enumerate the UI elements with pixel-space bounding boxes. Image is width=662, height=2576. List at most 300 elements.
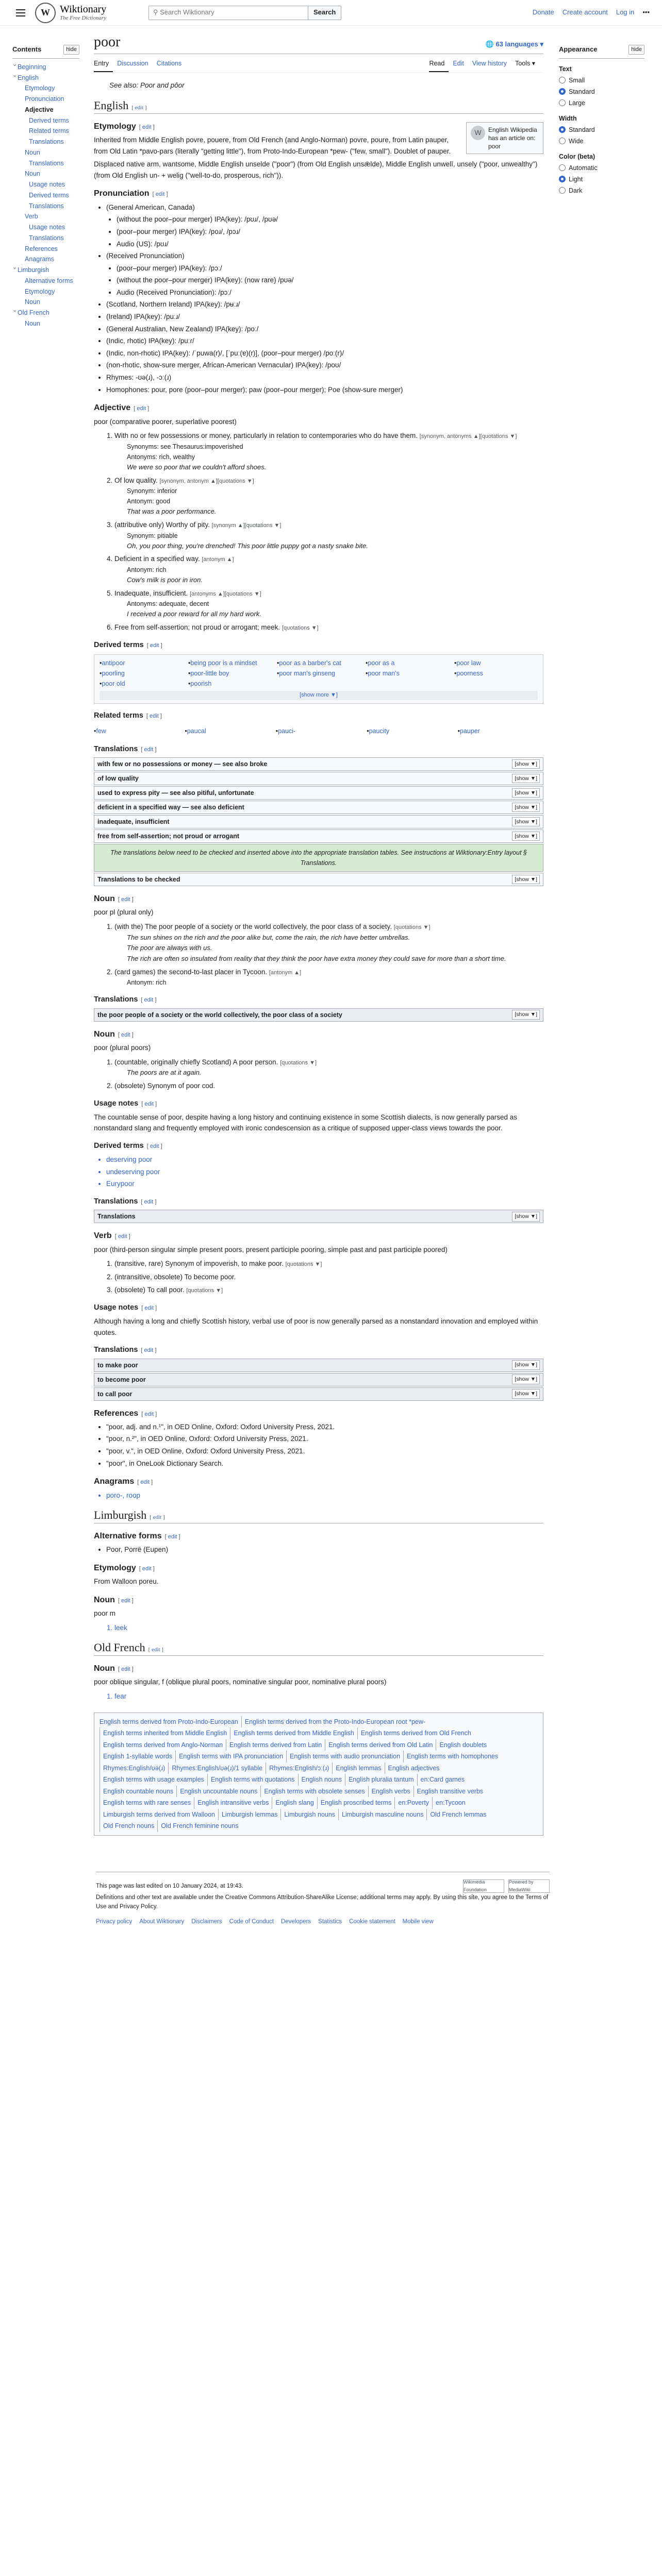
sense-tags[interactable]: [synonym, antonym ▲][quotations ▼] <box>159 478 254 484</box>
category-link[interactable]: English terms derived from Proto-Indo-European <box>100 1718 238 1725</box>
noun-2-translations-heading: Translations [ edit ] <box>94 1197 157 1206</box>
verb-usage-text: Although having a long and chiefly Scottish history, verbal use of poor is now generally parsed as a nonstandard innovation and employed within quotes. <box>94 1317 538 1336</box>
etymology-heading: Etymology [ edit ] <box>94 122 155 131</box>
related-term[interactable]: • pauci- <box>276 726 361 736</box>
verb-heading: Verb [ edit ] <box>94 1231 130 1241</box>
tab-discussion[interactable]: Discussion <box>117 60 148 67</box>
usage-example: The poor are always with us. <box>127 944 212 952</box>
see-also-note: See also: Poor and pôor <box>109 81 185 90</box>
sense-item <box>114 430 543 472</box>
entry-body <box>94 73 543 1861</box>
category-link[interactable]: English nouns <box>298 1774 345 1786</box>
sense-definition: Free from self-assertion; not proud or arrogant; meek. <box>114 623 280 632</box>
text-size-option[interactable] <box>559 87 644 97</box>
radio-button[interactable] <box>559 164 566 171</box>
category-link[interactable]: English terms with audio pronunciation <box>286 1751 403 1762</box>
pronunciation-item: • (without the poor–pour merger) IPA(key): /pʊɹ/, /pʊə/ <box>117 214 543 225</box>
tab-edit[interactable]: Edit <box>453 60 464 67</box>
text-size-option-label: Large <box>569 99 585 107</box>
translation-box[interactable]: the poor people of a society or the world collectively, the poor class of a society [show ▼] <box>94 1008 543 1022</box>
tab-entry[interactable]: Entry <box>94 56 113 72</box>
toc-item[interactable]: Noun <box>25 170 40 178</box>
tab-citations[interactable]: Citations <box>156 60 182 67</box>
pronunciation-item: • (Indic, non-rhotic) IPA(key): /ˈpuwa(r)/, [ˈpuː(ɐ)(r)], (poor–pour merger) /poː(r)/ <box>106 348 543 359</box>
translation-box[interactable] <box>94 801 543 814</box>
usage-notes-heading: Usage notes [ edit ] <box>94 1099 157 1108</box>
show-translations-button[interactable]: [show ▼] <box>512 1360 540 1370</box>
related-term[interactable]: • paucal <box>185 726 270 736</box>
sense-definition: (obsolete) Synonym of poor cod. <box>114 1082 216 1090</box>
sense-tags[interactable]: [quotations ▼] <box>285 1261 322 1268</box>
category-link[interactable]: English transitive verbs <box>413 1786 487 1798</box>
alt-forms-heading: Alternative forms [ edit ] <box>94 1531 180 1540</box>
sense-item <box>114 1258 543 1269</box>
toc-item[interactable]: ⌄ Old French <box>12 308 79 318</box>
search-icon: ⚲ <box>153 8 160 16</box>
noun-senses <box>114 921 543 988</box>
category-link[interactable]: Old French lemmas <box>426 1809 489 1821</box>
footer-link[interactable]: Code of Conduct <box>229 1918 274 1925</box>
etymology-text-1: Inherited from Middle English povre, pouere, from Old French (and Anglo-Norman) povre, poure, from Latin pauper, from Old Latin *pavo-pars (literally "getting little"), from Proto-Indo-European *pew- ("few, small"). Doublet of pauper. <box>94 135 451 155</box>
text-size-option-label: Small <box>569 76 585 84</box>
derived-terms-list <box>94 654 543 704</box>
translation-box[interactable] <box>94 786 543 800</box>
toc-item[interactable]: ⌄ Limburgish <box>12 265 79 276</box>
sense-tags[interactable]: [antonym ▲] <box>269 969 302 976</box>
sense-item <box>114 1272 543 1283</box>
category-link[interactable]: English uncountable nouns <box>176 1786 260 1798</box>
main-menu-icon[interactable] <box>12 5 29 21</box>
noun-2-headword: poor (plural poors) <box>94 1044 151 1052</box>
synonym-line: Synonym: pitiable <box>127 532 178 539</box>
toc-item[interactable]: Related terms <box>29 127 69 135</box>
category-link[interactable]: English terms derived from Anglo-Norman <box>100 1739 226 1751</box>
alt-forms-item: • Poor, Porrë (Eupen) <box>106 1544 543 1555</box>
category-link[interactable]: en:Tycoon <box>432 1797 469 1809</box>
limburgish-noun-heading: Noun [ edit ] <box>94 1595 134 1604</box>
sense-tags[interactable]: [quotations ▼] <box>186 1287 223 1294</box>
synonym-line: Antonyms: rich, wealthy <box>127 453 195 461</box>
site-logo[interactable] <box>35 3 138 23</box>
category-link[interactable]: Rhymes:English/ɔː(ɹ) <box>266 1762 332 1774</box>
verb-translations <box>94 1359 543 1401</box>
toc-item[interactable]: ⌄ English <box>12 73 79 83</box>
text-size-label: Text <box>559 65 572 73</box>
derived-term[interactable]: • Eurypoor <box>106 1178 543 1190</box>
color-option-label: Dark <box>569 187 583 194</box>
sense-item <box>114 921 543 964</box>
text-size-option[interactable] <box>559 98 644 108</box>
mediawiki-logo[interactable]: Powered by MediaWiki <box>508 1879 550 1893</box>
derived-term[interactable]: • poor law <box>454 658 538 668</box>
translation-box[interactable] <box>94 829 543 843</box>
derived-term[interactable]: • poorling <box>100 668 183 679</box>
category-link[interactable]: English terms with rare senses <box>100 1797 194 1809</box>
search-form <box>148 6 341 20</box>
adjective-headword: poor (comparative poorer, superlative poorest) <box>94 417 237 426</box>
category-link[interactable]: English terms derived from the Proto-Indo-European root *pew- <box>241 1716 428 1728</box>
footer-link[interactable]: Mobile view <box>402 1918 434 1925</box>
synonym-line: Antonyms: adequate, decent <box>127 600 209 608</box>
category-link[interactable]: Limburgish masculine nouns <box>338 1809 426 1821</box>
sense-definition: Of low quality. <box>114 476 158 484</box>
noun-2-senses <box>114 1057 543 1092</box>
site-title: Wiktionary <box>60 4 107 15</box>
text-size-options <box>559 75 644 108</box>
category-link[interactable]: English adjectives <box>385 1762 443 1774</box>
translation-gloss: to call poor <box>97 1390 133 1398</box>
etymology-text-2: Displaced native arm, wantsome, Middle English unselde ("poor") (from Old English unsǣlde), Middle English unwelī, unsely ("poor, unwealthy") (from Old English un- + welig ("well-to-do, prosperous, rich")). <box>94 160 538 179</box>
last-edited: This page was last edited on 10 January 2024, at 19:43. <box>96 1883 243 1889</box>
category-link[interactable]: Old French nouns <box>100 1820 157 1832</box>
show-translations-button[interactable]: [show ▼] <box>512 1375 540 1384</box>
wikimedia-logo[interactable]: Wikimedia Foundation <box>463 1879 504 1893</box>
more-options-icon[interactable]: ••• <box>642 8 650 16</box>
synonym-line: Antonym: rich <box>127 566 167 573</box>
translation-box[interactable] <box>94 1387 543 1401</box>
category-link[interactable]: English slang <box>272 1797 317 1809</box>
noun-2-derived-heading: Derived terms [ edit ] <box>94 1142 162 1150</box>
show-translations-button[interactable]: [show ▼] <box>512 817 540 827</box>
sense-definition: (card games) the second-to-last placer in Tycoon. <box>114 968 268 976</box>
translation-box[interactable] <box>94 772 543 785</box>
reference-item: • "poor", in OneLook Dictionary Search. <box>106 1458 543 1469</box>
tab-tools[interactable]: Tools ▾ <box>515 60 535 67</box>
category-link[interactable]: English terms derived from Middle English <box>230 1727 357 1739</box>
limburgish-etymology-text: From Walloon poreu. <box>94 1578 159 1586</box>
translate-icon: 🌐 <box>485 40 496 48</box>
category-link[interactable]: Rhymes:English/ʊə(ɹ)/1 syllable <box>168 1762 266 1774</box>
reference-item: • "poor, adj. and n.¹", in OED Online, Oxford: Oxford University Press, 2021. <box>106 1421 543 1433</box>
derived-term[interactable]: • undeserving poor <box>106 1166 543 1178</box>
derived-term[interactable]: • deserving poor <box>106 1154 543 1165</box>
pronunciation-item: • (Received Pronunciation) <box>106 250 543 262</box>
category-link[interactable]: Old French feminine nouns <box>157 1820 241 1832</box>
color-option-label: Light <box>569 175 583 183</box>
derived-term[interactable]: • poorness <box>454 668 538 679</box>
toc-item[interactable]: Verb <box>25 213 38 221</box>
usage-example: We were so poor that we couldn't afford shoes. <box>127 463 267 471</box>
pronunciation-heading: Pronunciation [ edit ] <box>94 189 168 198</box>
sense-item <box>114 1284 543 1296</box>
show-translations-button[interactable]: [show ▼] <box>512 774 540 784</box>
derived-term[interactable]: • antipoor <box>100 658 183 668</box>
old-french-sense[interactable]: 1. fear <box>114 1691 543 1702</box>
old-french-noun-headword: poor oblique singular, f (oblique plural poors, nominative singular poor, nominative plural poors) <box>94 1678 387 1686</box>
toc-item[interactable]: Translations <box>29 234 64 242</box>
translation-gloss: free from self-assertion; not proud or arrogant <box>97 832 240 840</box>
radio-button[interactable] <box>559 126 566 133</box>
show-more-button[interactable]: [show more ▼] <box>100 691 538 700</box>
verb-senses <box>114 1258 543 1296</box>
category-link[interactable]: en:Poverty <box>394 1797 432 1809</box>
pronunciation-item: • Homophones: pour, pore (poor–pour merger); paw (poor–pour merger); Poe (show-sure merger) <box>106 384 543 396</box>
search-input[interactable] <box>148 6 308 20</box>
related-term[interactable]: • paucity <box>367 726 452 736</box>
sense-tags[interactable]: [synonym, antonyms ▲][quotations ▼] <box>419 433 517 440</box>
toc-item[interactable]: Derived terms <box>29 116 69 124</box>
sense-tags[interactable]: [quotations ▼] <box>280 1059 317 1066</box>
translation-gloss: of low quality <box>97 774 139 782</box>
translations-to-be-checked[interactable]: Translations to be checked [show ▼] <box>94 873 543 886</box>
footer-links <box>96 1917 550 1926</box>
reference-item: • "poor, n.²", in OED Online, Oxford: Oxford University Press, 2021. <box>106 1433 543 1445</box>
donate-link[interactable]: Donate <box>532 8 554 16</box>
synonym-line: Synonyms: see Thesaurus:impoverished <box>127 443 243 450</box>
adjective-senses <box>114 430 543 633</box>
sense-item <box>114 588 543 620</box>
color-option[interactable] <box>559 163 644 173</box>
pronunciation-item: • (General American, Canada) <box>106 202 543 213</box>
usage-example: I received a poor reward for all my hard work. <box>127 610 261 618</box>
pronunciation-item: • (without the poor–pour merger) IPA(key): (now rare) /pʊə/ <box>117 275 543 286</box>
translation-box[interactable] <box>94 815 543 828</box>
limburgish-noun-headword: poor m <box>94 1609 116 1618</box>
category-link[interactable]: English terms with quotations <box>207 1774 298 1786</box>
color-option[interactable] <box>559 174 644 184</box>
category-link[interactable]: English terms derived from Old Latin <box>325 1739 436 1751</box>
pronunciation-list <box>106 202 543 396</box>
radio-button[interactable] <box>559 187 566 194</box>
toc-item[interactable]: Usage notes <box>29 181 65 189</box>
sense-tags[interactable]: [synonym ▲][quotations ▼] <box>211 522 282 529</box>
category-link[interactable]: English lemmas <box>332 1762 384 1774</box>
create-account-link[interactable]: Create account <box>562 8 608 16</box>
show-translations-button[interactable]: [show ▼] <box>512 832 540 841</box>
toc-item[interactable]: Etymology <box>25 287 55 295</box>
derived-term[interactable]: • poorish <box>188 679 272 689</box>
width-option[interactable] <box>559 136 644 146</box>
sense-tags[interactable]: [quotations ▼] <box>393 924 431 930</box>
appearance-hide-button[interactable]: hide <box>628 45 644 55</box>
category-link[interactable]: English proscribed terms <box>317 1797 395 1809</box>
usage-example: The sun shines on the rich and the poor alike but, come the rain, the rich have better umbrellas. <box>127 933 410 941</box>
related-terms-list <box>94 725 543 737</box>
footer-link[interactable]: Statistics <box>318 1918 342 1925</box>
main-content <box>84 26 552 1861</box>
derived-term[interactable]: • poor old <box>100 679 183 689</box>
text-size-option-label: Standard <box>569 88 595 95</box>
category-link[interactable]: English terms with usage examples <box>100 1774 207 1786</box>
show-translations-button[interactable]: [show ▼] <box>512 788 540 798</box>
noun-2-derived-list <box>106 1154 543 1190</box>
show-translations-button[interactable]: [show ▼] <box>512 759 540 769</box>
width-option[interactable] <box>559 125 644 135</box>
edit-link[interactable]: edit <box>135 104 144 111</box>
translation-gloss: inadequate, insufficient <box>97 818 170 825</box>
usage-example: Oh, you poor thing, you're drenched! This poor little puppy got a nasty snake bite. <box>127 541 368 550</box>
toc-item[interactable]: Noun <box>25 148 40 156</box>
personal-tools <box>533 7 650 18</box>
show-translations-button[interactable]: [show ▼] <box>512 803 540 812</box>
related-term[interactable]: • few <box>94 726 179 736</box>
footer-link[interactable]: Disclaimers <box>191 1918 222 1925</box>
adjective-translations <box>94 757 543 843</box>
site-tagline: The Free Dictionary <box>60 15 107 22</box>
derived-term[interactable]: • poor man's <box>366 668 449 679</box>
radio-button[interactable] <box>559 77 566 83</box>
translation-gloss: to make poor <box>97 1361 138 1369</box>
pronunciation-item: • (non-rhotic, show-sure merger, African-American Vernacular) IPA(key): /poʊ/ <box>106 360 543 371</box>
footer-link[interactable]: Privacy policy <box>96 1918 133 1925</box>
usage-example: That was a poor performance. <box>127 507 217 516</box>
language-selector[interactable]: 🌐 63 languages ▾ <box>485 40 543 48</box>
category-link[interactable]: English verbs <box>368 1786 413 1798</box>
tab-view-history[interactable]: View history <box>472 60 507 67</box>
radio-button[interactable] <box>559 138 566 144</box>
toc-item[interactable]: Translations <box>29 202 64 210</box>
category-link[interactable]: en:Card games <box>417 1774 468 1786</box>
pronunciation-item: • Audio (Received Pronunciation): /pɔː/ <box>117 287 543 298</box>
usage-notes-text: The countable sense of poor, despite having a long history and continuing existence in some Scottish dialects, is now generally parsed as nonstandard slang and frequently employed with ironic condescension as a critique of supposed upper-class views towards the poor. <box>94 1113 517 1132</box>
translations-heading: Translations [ edit ] <box>94 744 157 753</box>
category-link[interactable]: English terms with obsolete senses <box>260 1786 368 1798</box>
old-french-heading: Old French [ edit ] <box>94 1640 543 1656</box>
anagrams-list[interactable]: • poro-, roop <box>106 1490 543 1501</box>
translation-box[interactable] <box>94 1373 543 1386</box>
width-label: Width <box>559 114 577 122</box>
footer-link[interactable]: Cookie statement <box>349 1918 395 1925</box>
synonym-line: Antonym: good <box>127 498 171 505</box>
noun-translations-heading: Translations [ edit ] <box>94 995 157 1004</box>
references-list <box>106 1421 543 1469</box>
sense-definition: Inadequate, insufficient. <box>114 589 188 597</box>
color-options <box>559 163 644 196</box>
toc-item[interactable]: Noun <box>25 319 40 327</box>
sense-item <box>114 622 543 633</box>
translation-box[interactable] <box>94 757 543 771</box>
category-link[interactable]: English pluralia tantum <box>345 1774 417 1786</box>
radio-button[interactable] <box>559 88 566 95</box>
show-translations-button[interactable]: [show ▼] <box>512 1389 540 1399</box>
toc-item[interactable]: Translations <box>29 138 64 146</box>
footer <box>96 1872 550 1942</box>
reference-item: • "poor, v.", in OED Online, Oxford: Oxford University Press, 2021. <box>106 1446 543 1457</box>
sense-item <box>114 1057 543 1078</box>
category-link[interactable]: English intransitive verbs <box>194 1797 272 1809</box>
usage-example: The rich are often so insulated from reality that they think the poor have extra money they could save for more than a short time. <box>127 955 506 963</box>
derived-term[interactable]: • being poor is a mindset <box>188 658 272 668</box>
sense-tags[interactable]: [quotations ▼] <box>282 625 319 632</box>
derived-term[interactable]: • poor man's ginseng <box>277 668 360 679</box>
toc-title: Contents <box>12 45 42 53</box>
pronunciation-item: • Audio (US): /pʊɹ/ <box>117 239 543 250</box>
width-option-label: Standard <box>569 126 595 133</box>
related-term[interactable]: • pauper <box>458 726 543 736</box>
noun-headword: poor pl (plural only) <box>94 908 154 917</box>
header <box>0 0 662 26</box>
footer-link[interactable]: Developers <box>280 1918 311 1925</box>
sense-definition: (intransitive, obsolete) To become poor. <box>114 1273 236 1281</box>
page-title: poor <box>94 34 121 50</box>
color-option[interactable] <box>559 185 644 196</box>
radio-button[interactable] <box>559 99 566 106</box>
category-link[interactable]: Limburgish terms derived from Walloon <box>100 1809 218 1821</box>
sense-item <box>114 475 543 517</box>
noun-2-heading: Noun [ edit ] <box>94 1029 134 1039</box>
category-link[interactable]: Limburgish lemmas <box>218 1809 280 1821</box>
wikipedia-box[interactable]: W English Wikipedia has an article on: poor <box>466 122 543 155</box>
log-in-link[interactable]: Log in <box>616 8 635 16</box>
sense-item <box>114 967 543 988</box>
toc-list <box>12 62 79 329</box>
derived-term[interactable]: • poor as a barber's cat <box>277 658 360 668</box>
toc-item[interactable]: References <box>25 245 58 252</box>
category-link[interactable]: English countable nouns <box>100 1786 176 1798</box>
derived-term[interactable]: • poor as a <box>366 658 449 668</box>
verb-headword: poor (third-person singular simple present poors, present participle pooring, simple past and past participle poored) <box>94 1245 448 1253</box>
translations-check-note: The translations below need to be checked and inserted above into the appropriate translation tables. See instructions at Wiktionary:Entry layout § Translations. <box>94 844 543 872</box>
sense-definition: (with the) The poor people of a society or the world collectively, the poor class of a society. <box>114 922 392 930</box>
sense-definition: (countable, originally chiefly Scotland) A poor person. <box>114 1058 278 1066</box>
category-link[interactable]: English doublets <box>436 1739 490 1751</box>
related-terms-heading: Related terms [ edit ] <box>94 711 162 720</box>
synonym-line: Synonym: inferior <box>127 487 177 495</box>
toc-item[interactable]: Pronunciation <box>25 95 64 103</box>
category-link[interactable]: English terms with homophones <box>403 1751 501 1762</box>
category-link[interactable]: English terms with IPA pronunciation <box>175 1751 286 1762</box>
category-link[interactable]: English 1-syllable words <box>100 1751 175 1762</box>
text-size-option[interactable] <box>559 75 644 86</box>
category-link[interactable]: English terms inherited from Middle English <box>100 1727 230 1739</box>
toc-item[interactable]: Alternative forms <box>25 277 73 284</box>
category-link[interactable]: Rhymes:English/ʊə(ɹ) <box>100 1762 168 1774</box>
category-link[interactable]: Limburgish nouns <box>280 1809 338 1821</box>
limburgish-etymology-heading: Etymology [ edit ] <box>94 1563 155 1572</box>
pronunciation-item: • (Ireland) IPA(key): /puːɹ/ <box>106 311 543 323</box>
page-tabs <box>94 56 543 73</box>
pronunciation-item: • (poor–pour merger) IPA(key): /pɔː/ <box>117 263 543 274</box>
tab-read[interactable]: Read <box>429 56 449 72</box>
sense-tags[interactable]: [antonym ▲] <box>202 556 234 563</box>
appearance-panel <box>552 26 653 1861</box>
toc-item[interactable]: Noun <box>25 298 40 306</box>
width-option-label: Wide <box>569 137 584 145</box>
derived-terms-heading: Derived terms [ edit ] <box>94 640 162 649</box>
translation-box[interactable] <box>94 1359 543 1372</box>
toc-item[interactable]: Usage notes <box>29 224 65 231</box>
adjective-heading: Adjective [ edit ] <box>94 403 150 413</box>
category-link[interactable]: English terms derived from Old French <box>357 1727 474 1739</box>
pronunciation-item: • Rhymes: -ʊə(ɹ), -ɔː(ɹ) <box>106 372 543 383</box>
anagrams-heading: Anagrams [ edit ] <box>94 1477 153 1486</box>
references-heading: References [ edit ] <box>94 1409 157 1418</box>
toc-item[interactable]: Translations <box>29 159 64 167</box>
toc-hide-button[interactable]: hide <box>63 45 79 55</box>
toc-item[interactable]: ⌄ Beginning <box>12 62 79 73</box>
search-button[interactable]: Search <box>308 6 341 20</box>
width-options <box>559 125 644 146</box>
toc-item[interactable]: Derived terms <box>29 191 69 199</box>
color-option-label: Automatic <box>569 164 598 172</box>
radio-button[interactable] <box>559 176 566 182</box>
categories-box <box>94 1713 543 1836</box>
appearance-title: Appearance <box>559 45 598 53</box>
toc-item[interactable]: Adjective <box>25 106 54 113</box>
toc-item[interactable]: Anagrams <box>25 256 54 263</box>
footer-link[interactable]: About Wiktionary <box>139 1918 185 1925</box>
derived-term[interactable]: • poor-little boy <box>188 668 272 679</box>
usage-example: The poors are at it again. <box>127 1069 202 1077</box>
sense-tags[interactable]: [antonyms ▲][quotations ▼] <box>190 590 261 597</box>
limburgish-sense[interactable]: 1. leek <box>114 1622 543 1634</box>
translation-box[interactable]: Translations [show ▼] <box>94 1210 543 1223</box>
category-link[interactable]: English terms derived from Latin <box>226 1739 325 1751</box>
toc-item[interactable]: Etymology <box>25 84 55 92</box>
sense-item <box>114 553 543 585</box>
usage-example: Antonym: rich <box>127 979 167 987</box>
pronunciation-item: • (General Australian, New Zealand) IPA(key): /poː/ <box>106 324 543 335</box>
